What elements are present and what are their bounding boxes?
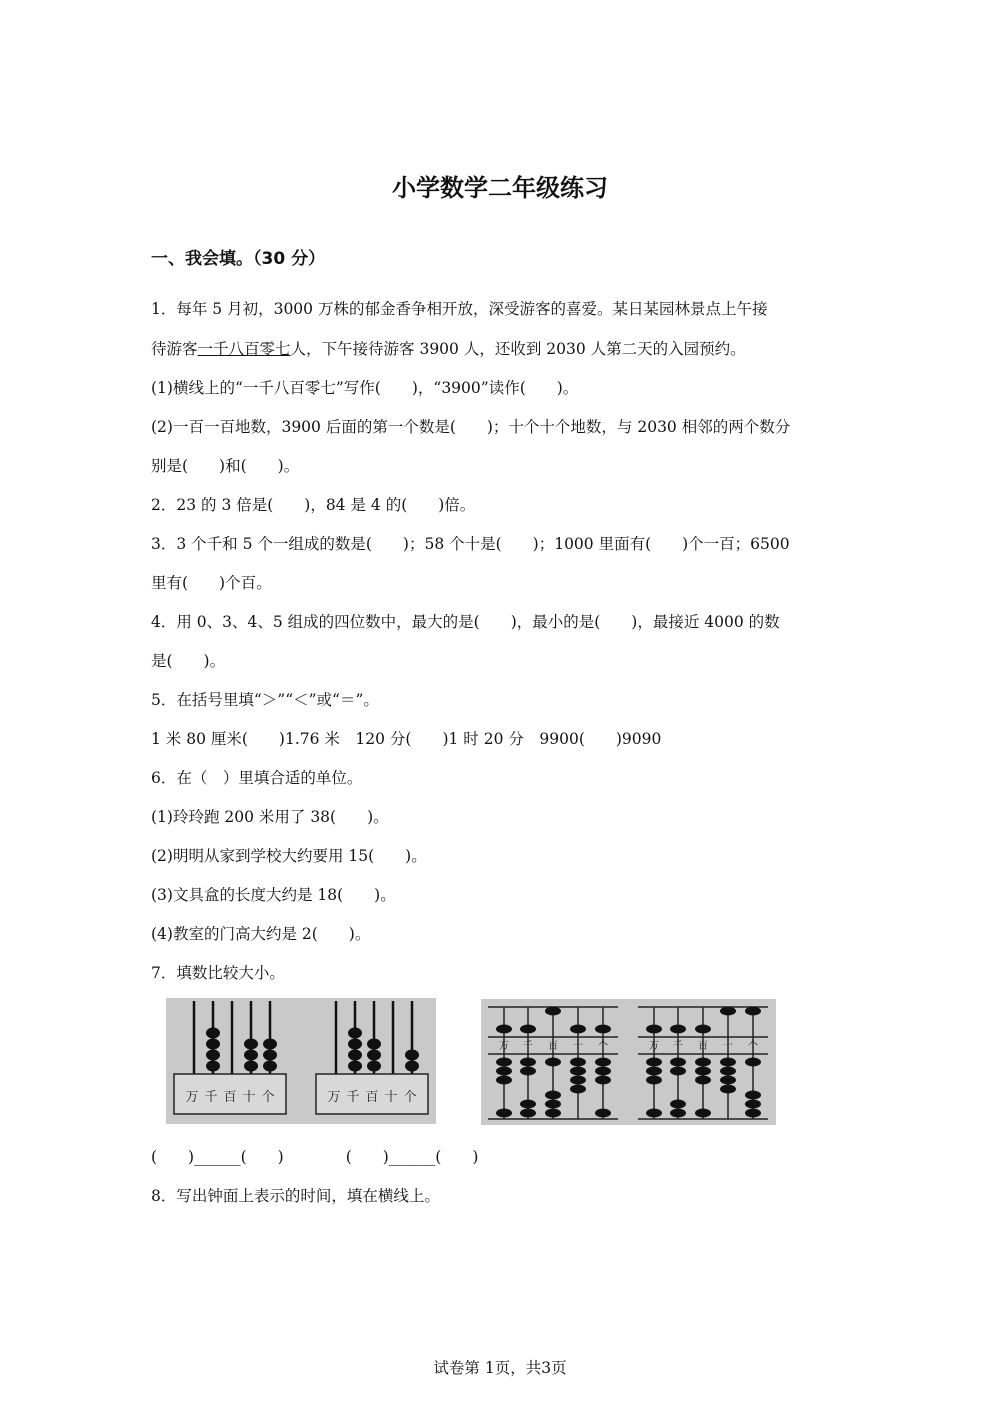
lower-bead [496, 1067, 512, 1076]
q7-text: 7．填数比较大小。 [151, 964, 285, 982]
lower-bead [646, 1058, 662, 1067]
lower-bead [745, 1109, 761, 1118]
bead [206, 1028, 220, 1039]
bead [206, 1061, 220, 1072]
upper-bead [595, 1025, 611, 1034]
place-label: 千 [346, 1090, 360, 1105]
q3-line1: 3．3 个千和 5 个一组成的数是( )；58 个十是( )；1000 里面有( )个一百；6500 [151, 535, 790, 553]
counting-frames-svg [166, 998, 436, 1124]
lower-bead [720, 1085, 736, 1094]
lower-bead [570, 1067, 586, 1076]
upper-bead [695, 1025, 711, 1034]
lower-bead [695, 1067, 711, 1076]
lower-bead [545, 1091, 561, 1100]
place-label: 十 [573, 1041, 583, 1052]
q6-sub1: (1)玲玲跑 200 米用了 38( )。 [151, 808, 389, 826]
place-label: 万 [327, 1090, 341, 1105]
lower-bead [646, 1067, 662, 1076]
bead [348, 1039, 362, 1050]
lower-bead [496, 1109, 512, 1118]
place-label: 十 [242, 1090, 256, 1105]
q4-line2: 是( )。 [151, 652, 226, 670]
suanpan-1 [488, 1007, 618, 1120]
lower-bead [670, 1058, 686, 1067]
counting-frame-2 [316, 1001, 428, 1114]
lower-bead [695, 1058, 711, 1067]
place-label: 千 [673, 1041, 683, 1052]
q1-line2 [151, 338, 746, 360]
lower-bead [570, 1085, 586, 1094]
suanpan-svg [481, 999, 776, 1125]
lower-bead [720, 1076, 736, 1085]
bead [348, 1050, 362, 1061]
lower-bead [595, 1109, 611, 1118]
place-label: 个 [403, 1090, 417, 1105]
q1-underlined-number: 一千八百零七 [197, 340, 291, 358]
suanpan-image [481, 999, 776, 1125]
upper-bead [745, 1007, 761, 1016]
lower-bead [745, 1100, 761, 1109]
bead [405, 1061, 419, 1072]
lower-bead [496, 1076, 512, 1085]
bead [348, 1061, 362, 1072]
q1-sub2-line1: (2)一百一百地数，3900 后面的第一个数是( )；十个十个地数，与 2030 相邻的两个数分 [151, 418, 791, 436]
lower-bead [545, 1109, 561, 1118]
q3-line2: 里有( )个百。 [151, 574, 272, 592]
lower-bead [520, 1058, 536, 1067]
bead [348, 1028, 362, 1039]
bead [367, 1050, 381, 1061]
place-label: 百 [365, 1090, 379, 1105]
lower-bead [670, 1109, 686, 1118]
bead [263, 1050, 277, 1061]
bead [244, 1061, 258, 1072]
q1-line1: 1．每年 5 月初，3000 万株的郁金香争相开放，深受游客的喜爱。某日某园林景点上午接 [151, 300, 768, 318]
bead [263, 1061, 277, 1072]
bead [367, 1061, 381, 1072]
place-label: 十 [384, 1090, 398, 1105]
lower-bead [670, 1067, 686, 1076]
q1-line2-b: 人，下午接待游客 3900 人，还收到 2030 人第二天的入园预约。 [290, 340, 746, 358]
q4-line1: 4．用 0、3、4、5 组成的四位数中，最大的是( )，最小的是( )，最接近 4000 的数 [151, 613, 780, 631]
place-label: 十 [723, 1041, 733, 1052]
upper-bead [545, 1007, 561, 1016]
place-label: 百 [223, 1090, 237, 1105]
place-label: 个 [261, 1090, 275, 1105]
counting-frame-image [166, 998, 436, 1124]
section-heading: 一、我会填。（30 分） [151, 249, 326, 269]
suanpan-2 [638, 1007, 768, 1120]
q6-sub2: (2)明明从家到学校大约要用 15( )。 [151, 847, 427, 865]
lower-bead [646, 1109, 662, 1118]
lower-bead [520, 1109, 536, 1118]
lower-bead [695, 1076, 711, 1085]
bead [367, 1039, 381, 1050]
lower-bead [695, 1109, 711, 1118]
q6-sub4: (4)教室的门高大约是 2( )。 [151, 925, 371, 943]
lower-bead [595, 1067, 611, 1076]
lower-bead [720, 1067, 736, 1076]
bead [206, 1050, 220, 1061]
bead [206, 1039, 220, 1050]
upper-bead [496, 1025, 512, 1034]
lower-bead [520, 1067, 536, 1076]
lower-bead [545, 1100, 561, 1109]
place-label: 百 [548, 1041, 558, 1052]
q2-text: 2．23 的 3 倍是( )，84 是 4 的( )倍。 [151, 496, 476, 514]
q5-items: 1 米 80 厘米( )1.76 米 120 分( )1 时 20 分 9900( )9090 [151, 730, 662, 748]
upper-bead [570, 1025, 586, 1034]
place-label: 个 [598, 1041, 608, 1052]
place-label: 千 [523, 1041, 533, 1052]
q6-text: 6．在（ ）里填合适的单位。 [151, 769, 363, 787]
upper-bead [720, 1007, 736, 1016]
place-label: 万 [185, 1090, 199, 1105]
q1-sub2-line2: 别是( )和( )。 [151, 457, 300, 475]
place-label: 千 [204, 1090, 218, 1105]
lower-bead [570, 1058, 586, 1067]
upper-bead [670, 1025, 686, 1034]
bead [244, 1050, 258, 1061]
lower-bead [670, 1100, 686, 1109]
lower-bead [545, 1058, 561, 1067]
place-label: 百 [698, 1041, 708, 1052]
q5-text: 5．在括号里填“＞”“＜”或“＝”。 [151, 691, 379, 709]
bead [405, 1050, 419, 1061]
q1-sub1: (1)横线上的“一千八百零七”写作( )，“3900”读作( )。 [151, 379, 579, 397]
q8-text: 8．写出钟面上表示的时间，填在横线上。 [151, 1187, 440, 1205]
lower-bead [595, 1076, 611, 1085]
place-label: 万 [649, 1041, 659, 1052]
lower-bead [745, 1091, 761, 1100]
bead [263, 1039, 277, 1050]
q1-line2-a: 待游客 [151, 340, 198, 358]
q7-answer-line: ( )______( ) ( )______( ) [151, 1148, 479, 1166]
page-footer: 试卷第 1页，共3页 [433, 1359, 567, 1377]
place-label: 个 [748, 1041, 758, 1052]
lower-bead [745, 1058, 761, 1067]
bead [244, 1039, 258, 1050]
q6-sub3: (3)文具盒的长度大约是 18( )。 [151, 886, 396, 904]
lower-bead [570, 1076, 586, 1085]
lower-bead [720, 1058, 736, 1067]
page-title: 小学数学二年级练习 [392, 174, 608, 202]
lower-bead [520, 1100, 536, 1109]
lower-bead [496, 1058, 512, 1067]
counting-frame-1 [174, 1001, 286, 1114]
lower-bead [595, 1058, 611, 1067]
upper-bead [520, 1025, 536, 1034]
lower-bead [646, 1076, 662, 1085]
place-label: 万 [499, 1041, 509, 1052]
upper-bead [646, 1025, 662, 1034]
